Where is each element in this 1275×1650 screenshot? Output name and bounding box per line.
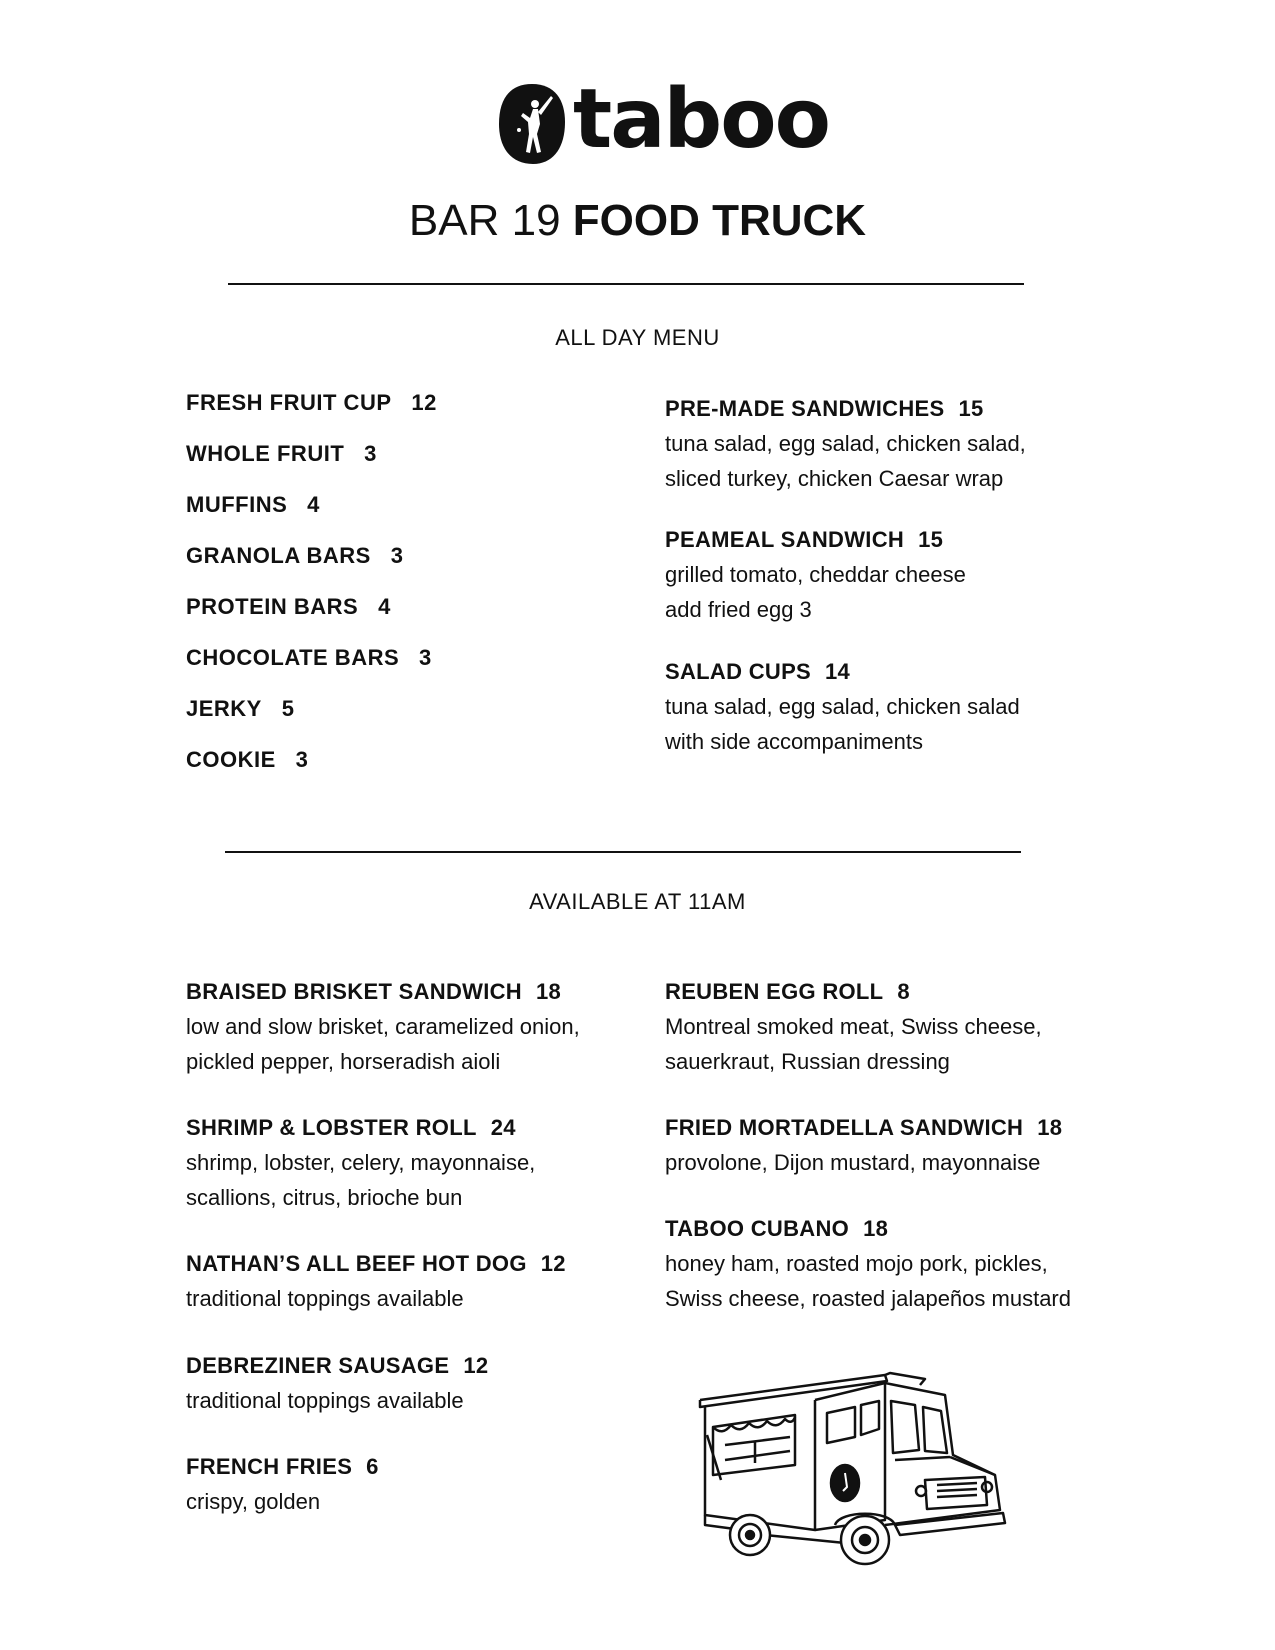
menu-item: WHOLE FRUIT 3 — [186, 441, 377, 466]
divider — [225, 851, 1021, 853]
menu-item: GRANOLA BARS 3 — [186, 543, 404, 568]
menu-item: COOKIE 3 — [186, 747, 309, 772]
menu-item-debreziner-sausage: DEBREZINER SAUSAGE 12 traditional toppings available — [186, 1353, 489, 1413]
page-title — [0, 196, 1275, 246]
menu-item-reuben-egg-roll: REUBEN EGG ROLL 8 Montreal smoked meat, Swiss cheese, sauerkraut, Russian dressing — [665, 979, 1042, 1074]
menu-item: PROTEIN BARS 4 — [186, 594, 391, 619]
divider — [228, 283, 1024, 285]
menu-item: MUFFINS 4 — [186, 492, 320, 517]
menu-item-brisket-sandwich: BRAISED BRISKET SANDWICH 18 low and slow brisket, caramelized onion, pickled pepper, horseradish aioli — [186, 979, 580, 1074]
wordmark: taboo — [573, 72, 829, 167]
menu-item-hot-dog: NATHAN’S ALL BEEF HOT DOG 12 traditional toppings available — [186, 1251, 566, 1311]
section-heading-11am: AVAILABLE AT 11AM — [529, 889, 746, 914]
title-light: BAR 19 — [408, 196, 561, 245]
menu-item-salad-cups: SALAD CUPS 14 tuna salad, egg salad, chicken salad with side accompaniments — [665, 659, 1020, 754]
title-bold: FOOD TRUCK — [572, 196, 867, 245]
menu-item-pre-made-sandwiches: PRE-MADE SANDWICHES 15 tuna salad, egg salad, chicken salad, sliced turkey, chicken Caesar wrap — [665, 396, 1026, 491]
golfer-silhouette-icon — [497, 82, 567, 166]
menu-item: FRESH FRUIT CUP 12 — [186, 390, 437, 415]
section-heading-all-day: ALL DAY MENU — [555, 325, 720, 350]
menu-item: JERKY 5 — [186, 696, 295, 721]
food-truck-icon — [695, 1365, 1025, 1575]
all-day-simple-list — [186, 390, 437, 798]
menu-item-peameal-sandwich: PEAMEAL SANDWICH 15 grilled tomato, cheddar cheese add fried egg 3 — [665, 527, 966, 622]
menu-item-shrimp-lobster-roll: SHRIMP & LOBSTER ROLL 24 shrimp, lobster, celery, mayonnaise, scallions, citrus, brioche bun — [186, 1115, 536, 1210]
menu-item-taboo-cubano: TABOO CUBANO 18 honey ham, roasted mojo pork, pickles, Swiss cheese, roasted jalapeños mustard — [665, 1216, 1071, 1311]
menu-item: CHOCOLATE BARS 3 — [186, 645, 432, 670]
menu-item-mortadella-sandwich: FRIED MORTADELLA SANDWICH 18 provolone, Dijon mustard, mayonnaise — [665, 1115, 1063, 1175]
taboo-logo — [497, 72, 829, 172]
menu-item-french-fries: FRENCH FRIES 6 crispy, golden — [186, 1454, 379, 1514]
